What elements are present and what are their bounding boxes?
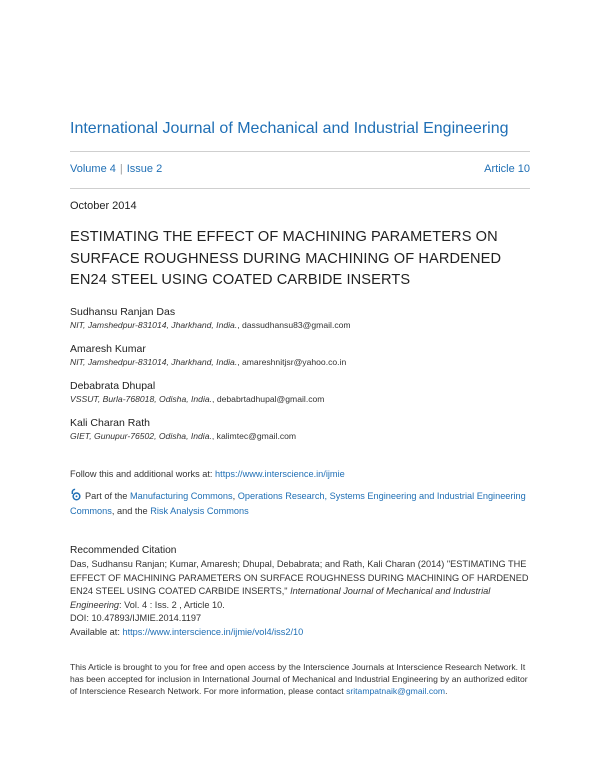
part-of-prefix: Part of the bbox=[85, 491, 130, 501]
author-block bbox=[70, 379, 324, 405]
author-name: Amaresh Kumar bbox=[70, 343, 146, 355]
author-block bbox=[70, 305, 351, 331]
operations-research-commons-link[interactable]: Operations Research, Systems Engineering and Industrial Engineering Commons bbox=[70, 491, 526, 516]
available-at-link[interactable]: https://www.interscience.in/ijmie/vol4/iss2/10 bbox=[122, 626, 304, 637]
paper-title: ESTIMATING THE EFFECT OF MACHINING PARAMETERS ON SURFACE ROUGHNESS DURING MACHINING OF HARDENED EN24 STEEL USING COATED CARBIDE INSERTS bbox=[70, 229, 502, 288]
citation-authors-title: Das, Sudhansu Ranjan; Kumar, Amaresh; Dhupal, Debabrata; and Rath, Kali Charan (2014) "ESTIMATING THE EFFECT OF MACHINING PARAMETERS ON SURFACE ROUGHNESS DURING MACHINING OF HARDENED EN24 STEEL USING COATED CARBIDE INSERTS," bbox=[70, 559, 529, 596]
citation-doi: DOI: 10.47893/IJMIE.2014.1197 bbox=[70, 613, 202, 623]
follow-line bbox=[70, 469, 345, 479]
author-name: Kali Charan Rath bbox=[70, 417, 150, 429]
access-statement-end: . bbox=[445, 685, 448, 696]
part-of-commons bbox=[70, 488, 530, 519]
follow-url-link[interactable]: https://www.interscience.in/ijmie bbox=[215, 469, 345, 479]
access-statement-text: This Article is brought to you for free and open access by the Interscience Journals at Interscience Research Network. It has been accepted for inclusion in International Journal of Mechanical and Industrial Engineering by an authorized editor of Interscience Research Network. For more information, please contact bbox=[70, 662, 528, 696]
header-divider-top bbox=[70, 151, 530, 152]
comma-separator: , bbox=[232, 491, 238, 501]
open-access-icon bbox=[70, 488, 83, 501]
author-email: , debabrtadhupal@gmail.com bbox=[212, 394, 325, 404]
available-at-label: Available at: bbox=[70, 626, 123, 637]
citation-details: : Vol. 4 : Iss. 2 , Article 10. bbox=[119, 599, 225, 610]
volume-issue-line bbox=[70, 163, 162, 175]
issue-link[interactable]: Issue 2 bbox=[126, 163, 163, 175]
citation-text bbox=[70, 558, 540, 639]
access-statement bbox=[70, 662, 530, 697]
author-block bbox=[70, 342, 346, 368]
author-name: Sudhansu Ranjan Das bbox=[70, 306, 176, 318]
author-affiliation bbox=[70, 430, 296, 442]
journal-title[interactable]: International Journal of Mechanical and Industrial Engineering bbox=[70, 120, 509, 137]
author-affiliation bbox=[70, 356, 346, 368]
affiliation-text: GIET, Gunupur-76502, Odisha, India. bbox=[70, 431, 212, 441]
citation-journal: International Journal of Mechanical and Industrial Engineering bbox=[70, 586, 491, 610]
affiliation-text: VSSUT, Burla-768018, Odisha, India. bbox=[70, 394, 213, 404]
contact-email-link[interactable]: sritampatnaik@gmail.com bbox=[346, 685, 446, 696]
manufacturing-commons-link[interactable]: Manufacturing Commons bbox=[129, 491, 233, 501]
and-the-separator: , and the bbox=[111, 506, 151, 516]
author-block bbox=[70, 416, 296, 442]
volume-link[interactable]: Volume 4 bbox=[70, 163, 116, 175]
affiliation-text: NIT, Jamshedpur-831014, Jharkhand, India. bbox=[70, 357, 238, 367]
affiliation-text: NIT, Jamshedpur-831014, Jharkhand, India. bbox=[70, 320, 238, 330]
author-email: , amareshnitjsr@yahoo.co.in bbox=[237, 357, 347, 367]
risk-analysis-commons-link[interactable]: Risk Analysis Commons bbox=[150, 506, 249, 516]
follow-text: Follow this and additional works at: bbox=[70, 469, 216, 479]
publication-date: October 2014 bbox=[70, 200, 137, 212]
author-email: , dassudhansu83@gmail.com bbox=[237, 320, 351, 330]
separator: | bbox=[119, 163, 123, 175]
author-email: , kalimtec@gmail.com bbox=[211, 431, 297, 441]
header-divider-bottom bbox=[70, 188, 530, 189]
article-link[interactable]: Article 10 bbox=[484, 163, 530, 175]
recommended-citation-heading: Recommended Citation bbox=[70, 545, 177, 556]
author-affiliation bbox=[70, 319, 351, 331]
author-name: Debabrata Dhupal bbox=[70, 380, 156, 392]
author-affiliation bbox=[70, 393, 324, 405]
